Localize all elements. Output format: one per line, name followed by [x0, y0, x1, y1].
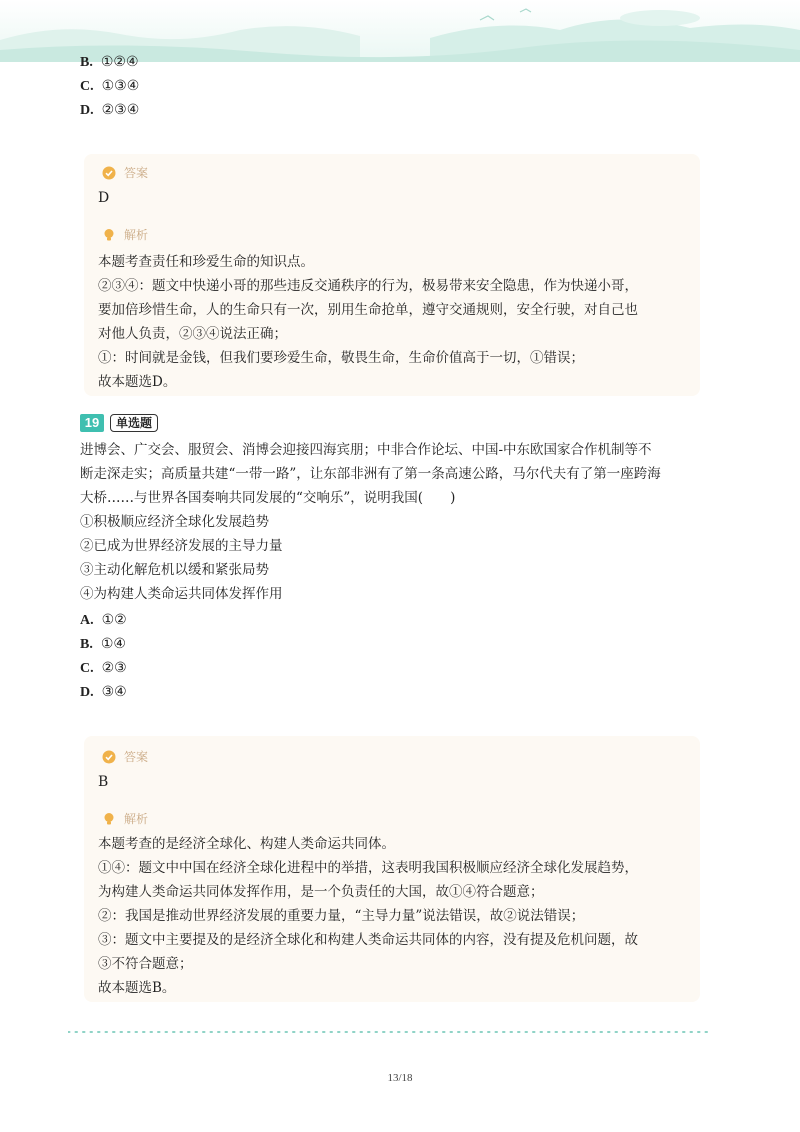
- lightbulb-icon: [102, 812, 116, 826]
- option-b: B. ①②④: [80, 54, 139, 70]
- analysis-label: 解析: [102, 226, 148, 243]
- answer-value: D: [98, 190, 110, 206]
- answer-value: B: [98, 774, 109, 790]
- dotted-divider: [68, 1030, 708, 1034]
- option-a: A. ①②: [80, 612, 127, 628]
- answer-analysis-box: [84, 154, 700, 396]
- check-badge-icon: [102, 750, 116, 764]
- option-d: D. ②③④: [80, 102, 140, 118]
- option-b: B. ①④: [80, 636, 126, 652]
- answer-analysis-box: [84, 736, 700, 1002]
- question-header: [80, 414, 158, 432]
- answer-label: 答案: [102, 164, 148, 181]
- option-d: D. ③④: [80, 684, 127, 700]
- question-stem: 进博会、广交会、服贸会、消博会迎接四海宾朋；中非合作论坛、中国-中东欧国家合作机制等不 断走深走实；高质量共建“一带一路”，让东部非洲有了第一条高速公路，马尔代夫有了第一座跨海 大桥……与世界各国奏响共同发展的“交响乐”，说明我国( ) ①积极顺应经济全球化发展趋势 ②已成为世界经济发展的主导力量 ③主动化解危机以缓和紧张局势 ④为构建人类命运共同体发挥作用: [80, 442, 661, 602]
- question-number: 19: [80, 414, 104, 432]
- question-type-badge: 单选题: [110, 414, 158, 432]
- analysis-label: 解析: [102, 810, 148, 827]
- analysis-text: 本题考查责任和珍爱生命的知识点。 ②③④：题文中快递小哥的那些违反交通秩序的行为，极易带来安全隐患，作为快递小哥， 要加倍珍惜生命，人的生命只有一次，别用生命抢单，遵守交通规则，安全行驶，对自己也 对他人负责，②③④说法正确； ①：时间就是金钱，但我们要珍爱生命，敬畏生命，生命价值高于一切，①错误； 故本题选D。: [98, 254, 638, 390]
- option-c: C. ②③: [80, 660, 127, 676]
- check-badge-icon: [102, 166, 116, 180]
- option-c: C. ①③④: [80, 78, 140, 94]
- analysis-text: 本题考查的是经济全球化、构建人类命运共同体。 ①④：题文中中国在经济全球化进程中的举措，这表明我国积极顺应经济全球化发展趋势， 为构建人类命运共同体发挥作用，是一个负责任的大国，故①④符合题意； ②：我国是推动世界经济发展的重要力量，“主导力量”说法错误，故②说法错误； ③：题文中主要提及的是经济全球化和构建人类命运共同体的内容，没有提及危机问题，故 ③不符合题意； 故本题选B。: [98, 836, 638, 996]
- page-number: 13/18: [387, 1072, 413, 1084]
- answer-label: 答案: [102, 748, 148, 765]
- lightbulb-icon: [102, 228, 116, 242]
